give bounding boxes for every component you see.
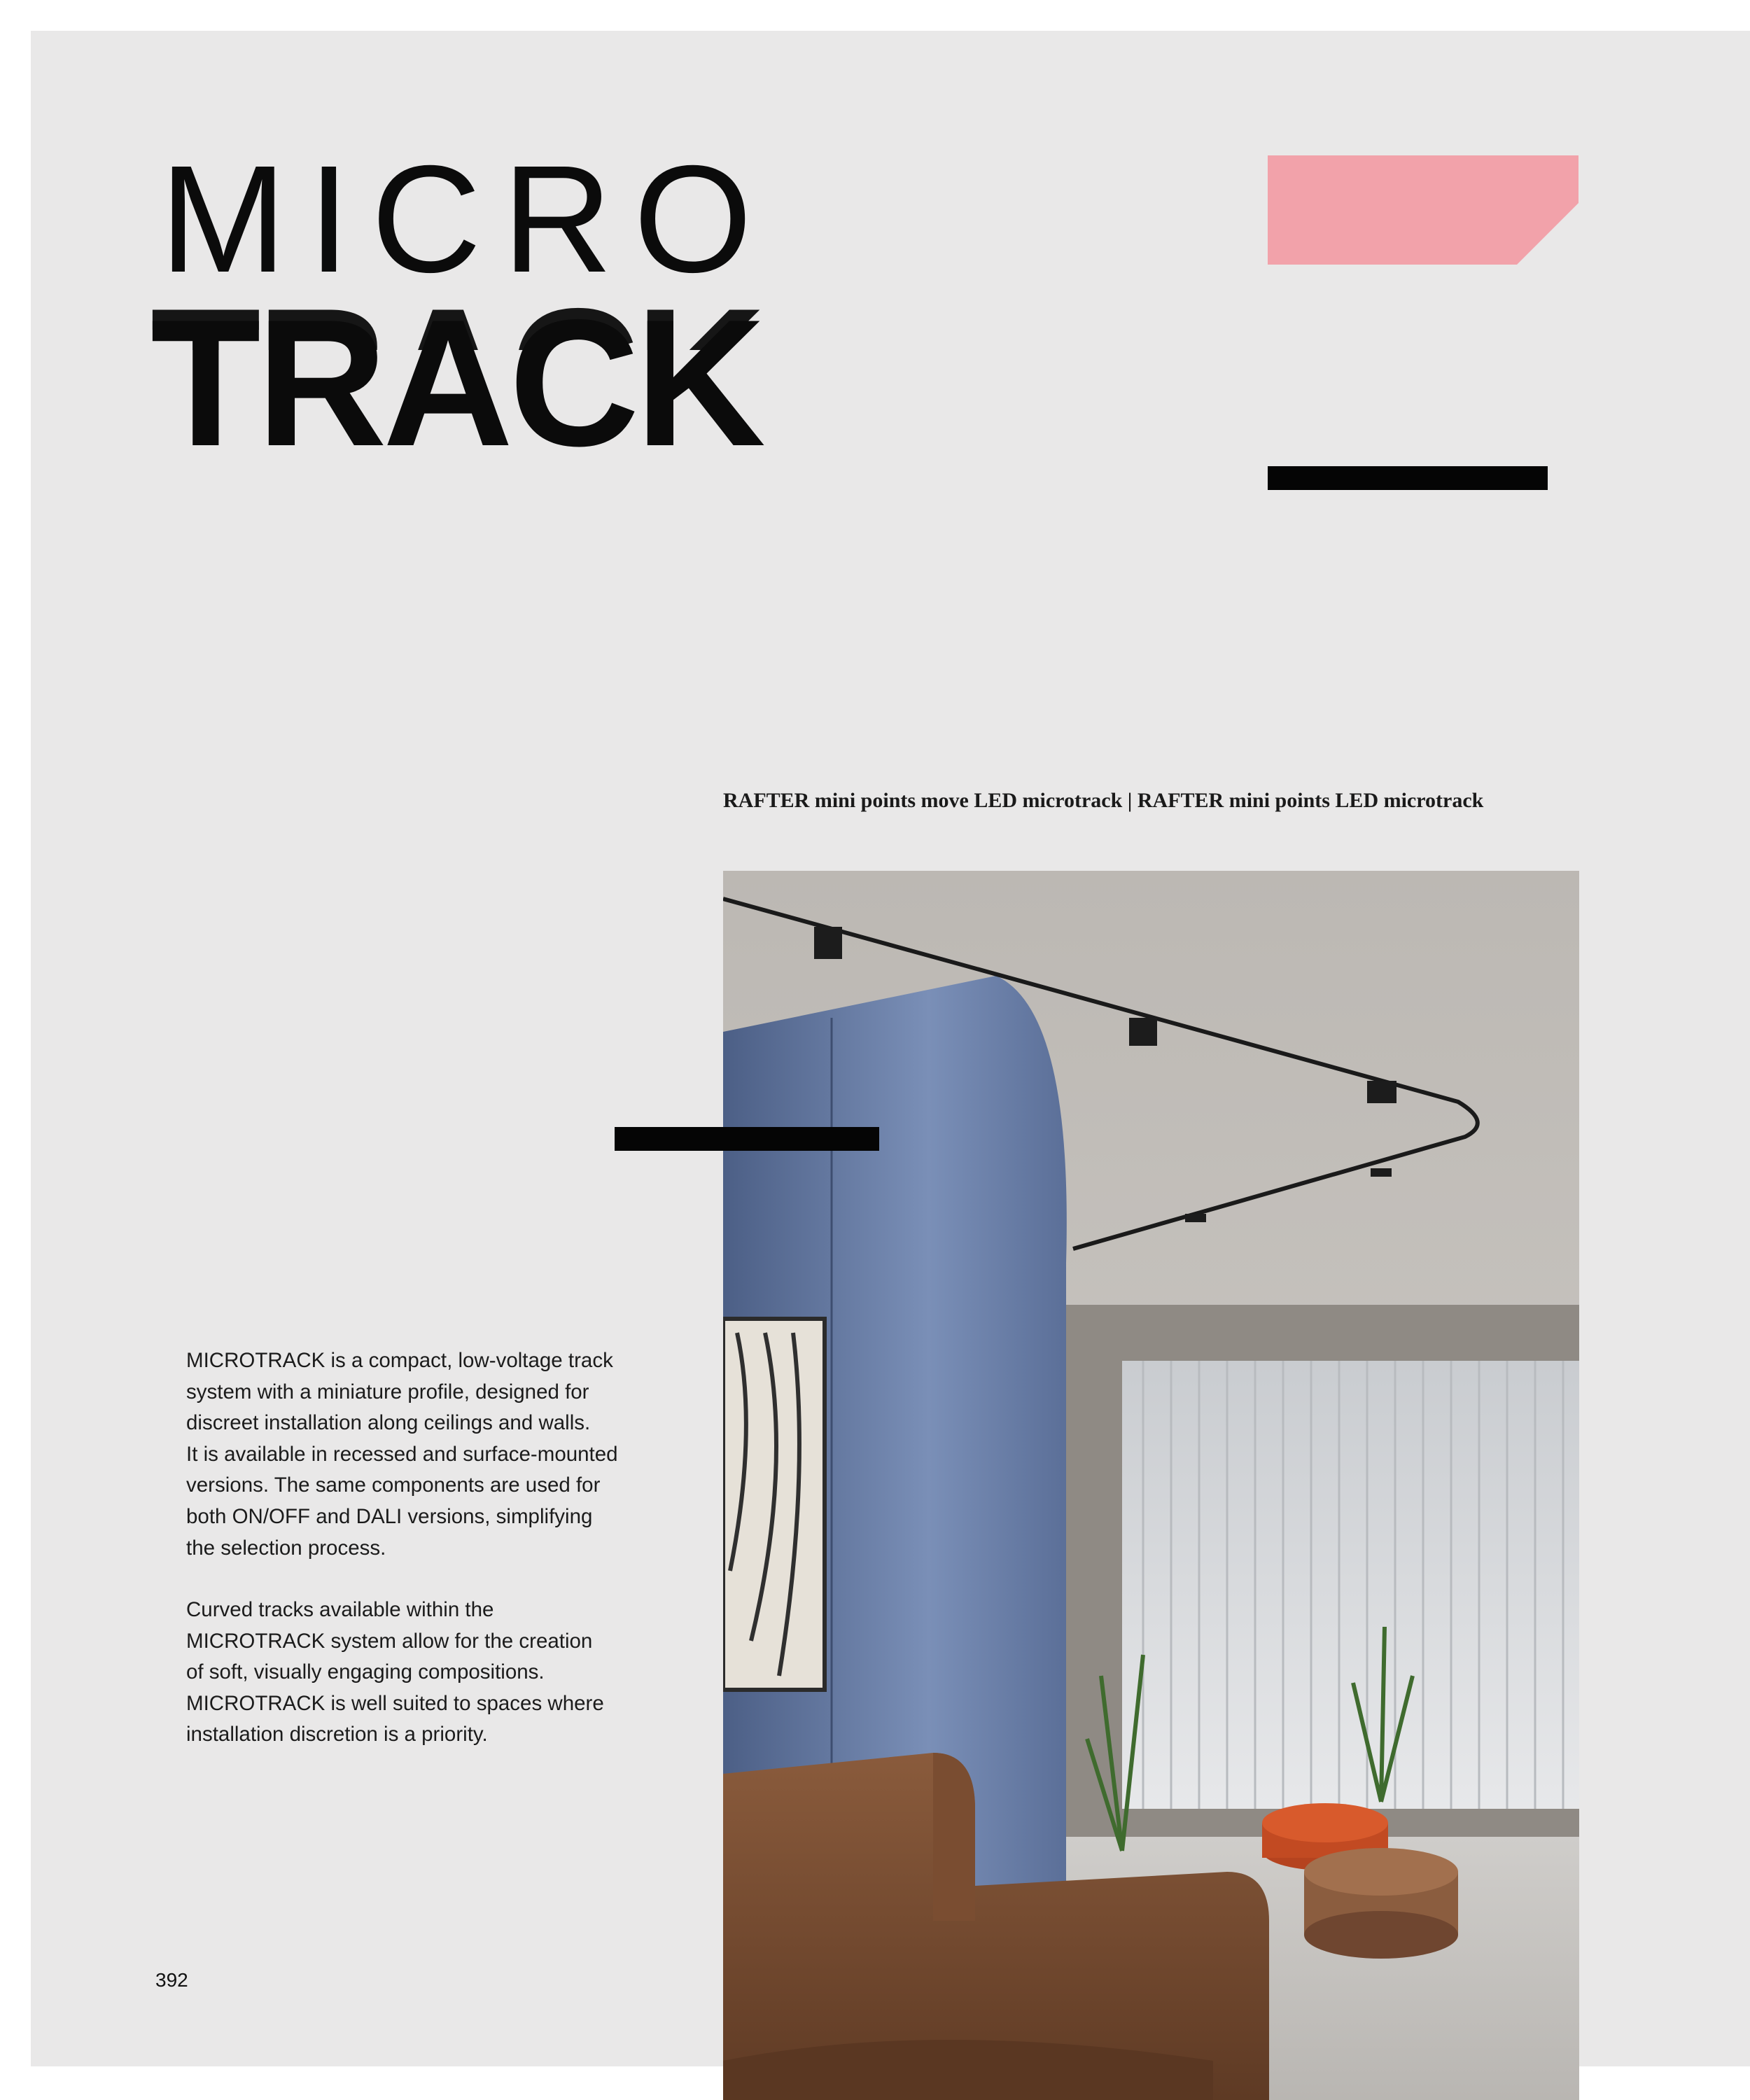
text-line: MICROTRACK is a compact, low-voltage track [186, 1349, 613, 1372]
decorative-bar-middle [615, 1127, 879, 1151]
description-paragraph-1 [186, 1345, 690, 1564]
pink-accent-block [1268, 155, 1578, 265]
text-line: It is available in recessed and surface-mounted [186, 1442, 618, 1466]
page-number: 392 [155, 1969, 188, 1991]
text-line: MICROTRACK system allow for the creation [186, 1629, 593, 1653]
text-line: discreet installation along ceilings and walls. [186, 1411, 591, 1435]
text-line: the selection process. [186, 1536, 386, 1560]
title-micro: MICRO [160, 134, 774, 304]
interior-photo [723, 871, 1579, 2100]
text-line: MICROTRACK is well suited to spaces where [186, 1691, 604, 1715]
text-line: system with a miniature profile, designed for [186, 1380, 589, 1404]
text-line: both ON/OFF and DALI versions, simplifying [186, 1504, 593, 1528]
title-track: TRACK [150, 281, 762, 484]
description-paragraph-2 [186, 1595, 690, 1751]
text-line: versions. The same components are used for [186, 1474, 601, 1497]
photo-caption: RAFTER mini points move LED microtrack | RAFTER mini points LED microtrack [723, 789, 1484, 812]
decorative-bar-top [1268, 466, 1548, 490]
text-line: installation discretion is a priority. [186, 1723, 488, 1746]
text-line: of soft, visually engaging compositions. [186, 1660, 545, 1684]
text-line: Curved tracks available within the [186, 1598, 494, 1621]
